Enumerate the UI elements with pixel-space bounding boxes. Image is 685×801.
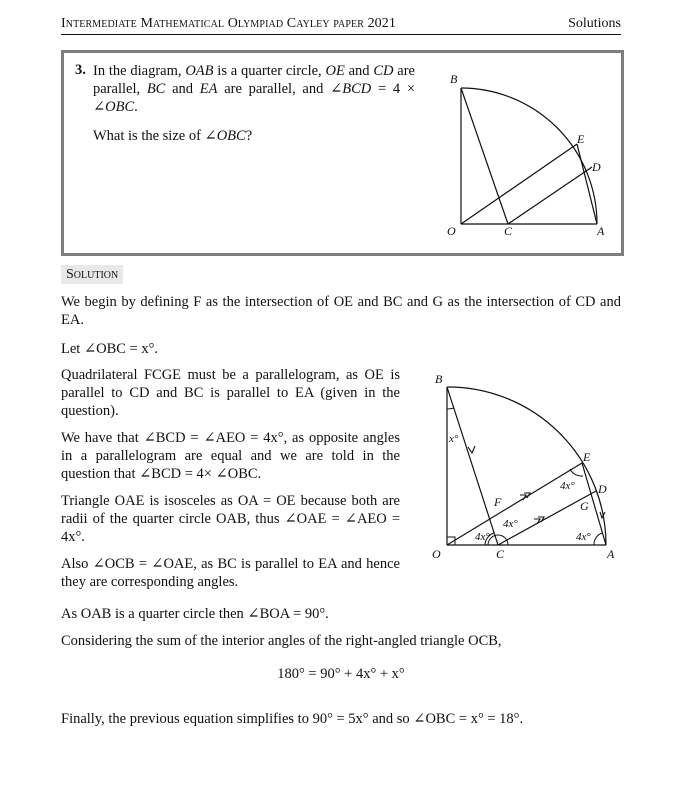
label-F: F — [494, 495, 502, 509]
angle-4x-label-BCD: 4x° — [503, 518, 518, 530]
quarter-circle-arc — [447, 387, 606, 545]
question-diagram — [434, 53, 614, 248]
solution-paragraph-8: Considering the sum of the interior angles of the right-angled triangle OCB, — [61, 633, 502, 649]
solution-paragraph-2: Let ∠OBC = x°. — [61, 341, 159, 357]
question-text — [93, 62, 415, 156]
solution-equation: 180° = 90° + 4x° + x° — [277, 666, 405, 682]
label-A: A — [607, 547, 615, 561]
question-ask: What is the size of ∠OBC? — [93, 128, 253, 144]
section-label: Solutions — [568, 16, 621, 31]
solution-diagram — [420, 365, 630, 565]
label-D: D — [592, 160, 601, 174]
label-O: O — [447, 224, 456, 238]
angle-4x-label-OAE: 4x° — [576, 531, 591, 543]
label-B: B — [450, 72, 458, 86]
label-G: G — [580, 499, 589, 513]
solution-paragraph-1: We begin by defining F as the intersection of OE and BC and G as the intersection of CD and EA. — [61, 294, 621, 328]
label-E: E — [583, 450, 591, 464]
question-number: 3. — [75, 62, 86, 78]
solution-paragraph-6: Also ∠OCB = ∠OAE, as BC is parallel to EA and hence they are corresponding angles. — [61, 556, 400, 590]
page-header — [61, 14, 621, 35]
solution-paragraph-4: We have that ∠BCD = ∠AEO = 4x°, as opposite angles in a parallelogram are equal and we are told in the question that ∠BCD = 4× ∠OBC. — [61, 430, 400, 482]
solution-paragraph-3: Quadrilateral FCGE must be a parallelogram, as OE is parallel to CD and BC is parallel to EA (given in the question). — [61, 367, 400, 419]
label-C: C — [504, 224, 513, 238]
solution-label: Solution — [61, 265, 123, 284]
label-D: D — [598, 482, 607, 496]
question-statement: In the diagram, OAB is a quarter circle, OE and CD are parallel, BC and EA are parallel, and ∠BCD = 4 × ∠OBC. — [93, 63, 416, 115]
label-A: A — [597, 224, 605, 238]
solution-paragraph-7: As OAB is a quarter circle then ∠BOA = 90°. — [61, 606, 329, 622]
quarter-circle-arc — [461, 88, 597, 224]
label-E: E — [577, 132, 585, 146]
paper-title: Intermediate Mathematical Olympiad Cayley paper 2021 — [61, 16, 396, 31]
solution-paragraph-5: Triangle OAE is isosceles as OA = OE because both are radii of the quarter circle OAB, thus ∠OAE = ∠AEO = 4x°. — [61, 493, 400, 545]
label-O: O — [432, 547, 441, 561]
angle-4x-label-AEO: 4x° — [560, 480, 575, 492]
label-B: B — [435, 372, 443, 386]
question-box — [61, 50, 624, 256]
angle-x-label: x° — [449, 433, 459, 445]
angle-4x-label-OCF: 4x° — [475, 531, 490, 543]
label-C: C — [496, 547, 505, 561]
solution-paragraph-9: Finally, the previous equation simplifies to 90° = 5x° and so ∠OBC = x° = 18°. — [61, 711, 524, 727]
